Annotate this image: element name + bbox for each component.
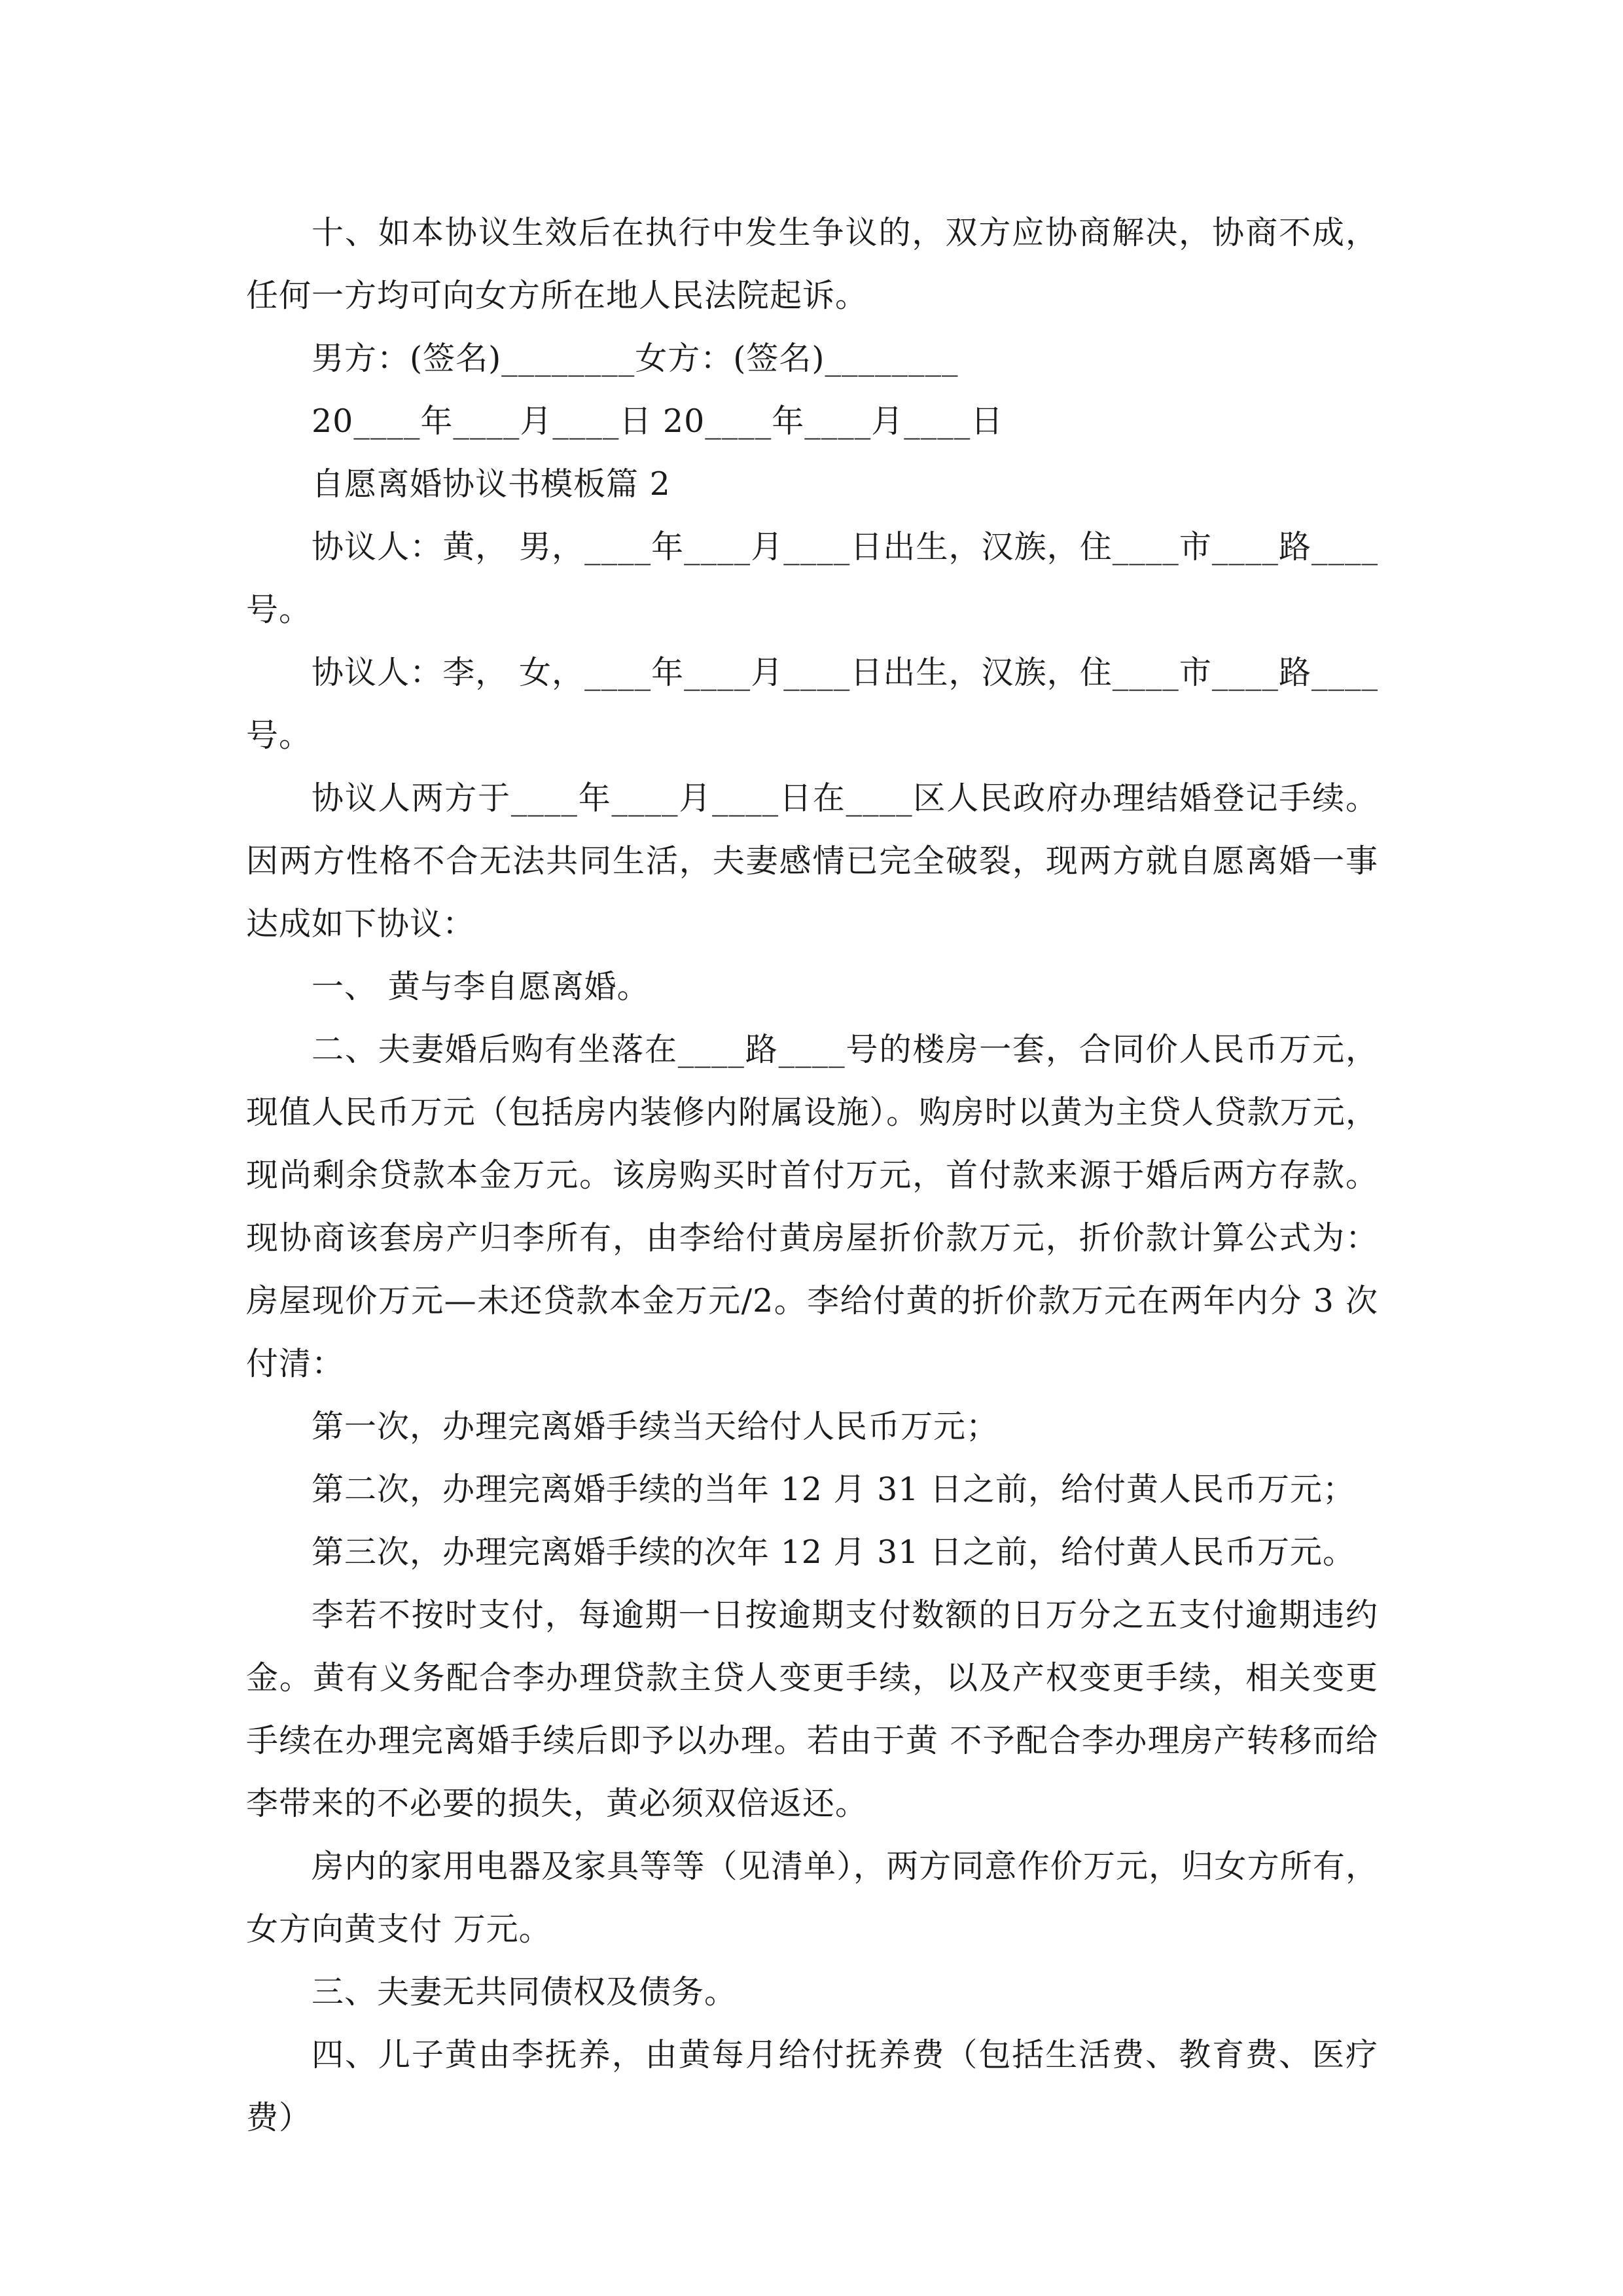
section-title: 自愿离婚协议书模板篇 2	[312, 465, 671, 503]
signature-line: 男方：(签名)________女方：(签名)________	[312, 340, 959, 377]
clause-three-debts: 三、夫妻无共同债权及债务。	[312, 1973, 738, 2011]
clause-one: 一、 黄与李自愿离婚。	[312, 968, 650, 1005]
clause-ten-dispute-resolution: 十、如本协议生效后在执行中发生争议的，双方应协商解决，协商不成，任何一方均可向女方所在地人民法院起诉。	[246, 214, 1378, 314]
clause-two-property: 二、夫妻婚后购有坐落在____路____号的楼房一套，合同价人民币万元，现值人民币万元（包括房内装修内附属设施）。购房时以黄为主贷人贷款万元，现尚剩余贷款本金万元。该房购买时首付万元，首付款来源于婚后两方存款。现协商该套房产归李所有，由李给付黄房屋折价款万元，折价款计算公式为：房屋现价万元—未还贷款本金万元/2。李给付黄的折价款万元在两年内分 3 次付清：	[246, 1031, 1378, 1382]
payment-second: 第二次，办理完离婚手续的当年 12 月 31 日之前，给付黄人民币万元；	[312, 1471, 1356, 1508]
party-husband: 协议人：黄， 男，____年____月____日出生，汉族，住____市____路____号。	[246, 528, 1378, 628]
clause-four-custody: 四、儿子黄由李抚养，由黄每月给付抚养费（包括生活费、教育费、医疗费）	[246, 2036, 1378, 2136]
document-body	[246, 202, 1378, 2149]
appliances-clause: 房内的家用电器及家具等等（见清单），两方同意作价万元，归女方所有，女方向黄支付 万元。	[246, 1848, 1378, 1948]
marriage-registration: 协议人两方于____年____月____日在____区人民政府办理结婚登记手续。因两方性格不合无法共同生活，夫妻感情已完全破裂，现两方就自愿离婚一事达成如下协议：	[246, 780, 1378, 942]
late-payment-clause: 李若不按时支付，每逾期一日按逾期支付数额的日万分之五支付逾期违约金。黄有义务配合李办理贷款主贷人变更手续，以及产权变更手续，相关变更手续在办理完离婚手续后即予以办理。若由于黄 不予配合李办理房产转移而给李带来的不必要的损失，黄必须双倍返还。	[246, 1596, 1378, 1822]
date-line: 20____年____月____日 20____年____月____日	[312, 403, 1004, 440]
party-wife: 协议人：李， 女，____年____月____日出生，汉族，住____市____路____号。	[246, 654, 1378, 754]
payment-first: 第一次，办理完离婚手续当天给付人民币万元；	[312, 1408, 999, 1445]
payment-third: 第三次，办理完离婚手续的次年 12 月 31 日之前，给付黄人民币万元。	[312, 1534, 1356, 1571]
